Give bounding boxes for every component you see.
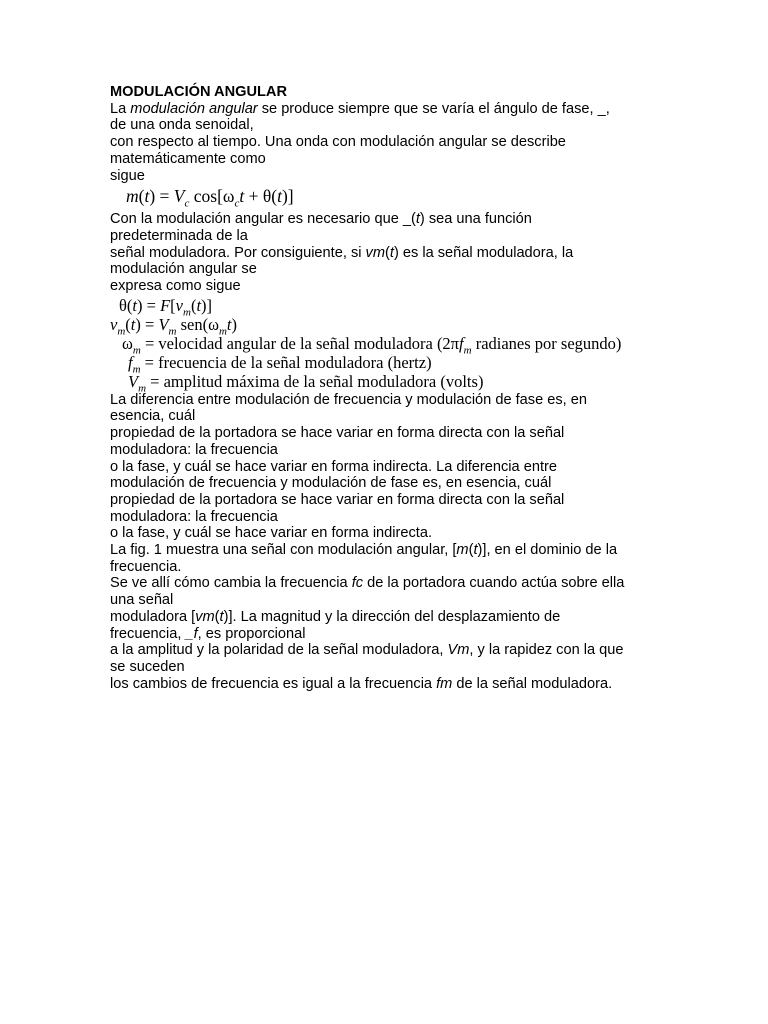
- variable: Vm: [447, 642, 470, 659]
- variable: vm: [365, 244, 386, 261]
- text-line: [110, 575, 666, 592]
- variable: vm: [195, 608, 215, 625]
- variable: fm: [436, 675, 453, 692]
- paragraph-definition: [110, 211, 666, 295]
- emphasis-term: modulación angular: [130, 100, 258, 117]
- text-run: señal moduladora. Por consiguiente, si: [110, 244, 366, 261]
- text-run: (: [468, 542, 474, 559]
- equation-Vm: $V_m$ = amplitud máxima de la señal moduladora (volts): [128, 371, 484, 395]
- text-line: [110, 542, 666, 559]
- text-line: o la fase, y cuál se hace variar en forma indirecta.: [110, 525, 433, 542]
- text-line: esencia, cuál: [110, 408, 196, 425]
- variable: t: [389, 244, 394, 261]
- text-line: La diferencia entre modulación de frecuencia y modulación de fase es, en: [110, 391, 588, 408]
- text-line: [110, 626, 666, 643]
- text-run: La: [110, 100, 131, 117]
- text-line: [110, 676, 666, 693]
- equation-theta: $\theta(t) = F[v_m(t)]$: [119, 295, 213, 319]
- text-line: o la fase, y cuál se hace variar en forma indirecta. La diferencia entre: [110, 458, 557, 475]
- text-run: a la amplitud y la polaridad de la señal moduladora,: [110, 642, 448, 659]
- text-run: (: [385, 244, 390, 261]
- text-line: de una onda senoidal,: [110, 117, 254, 134]
- text-line: [110, 609, 666, 626]
- text-line: modulación de frecuencia y modulación de fase es, en esencia, cuál: [110, 475, 552, 492]
- text-line: modulación angular se: [110, 261, 257, 278]
- text-run: La fig. 1 muestra una señal con modulación angular, [: [110, 542, 457, 559]
- text-line: propiedad de la portadora se hace variar en forma directa con la señal: [110, 425, 565, 442]
- text-run: )]. La magnitud y la dirección del desplazamiento de: [223, 608, 561, 625]
- document-page: [110, 84, 666, 692]
- equation-block: [110, 295, 666, 395]
- text-run: )], en el dominio de la: [477, 542, 618, 559]
- text-line: propiedad de la portadora se hace variar en forma directa con la señal: [110, 491, 565, 508]
- paragraph-intro: [110, 101, 666, 185]
- variable: _f: [185, 625, 198, 642]
- text-line: una señal: [110, 592, 174, 609]
- text-line: expresa como sigue: [110, 278, 241, 295]
- text-run: moduladora [: [110, 608, 196, 625]
- equation-main: $m(t) = V_c$ $\cos[\omega_ct + \theta(t)]$: [126, 186, 294, 210]
- text-line: matemáticamente como: [110, 150, 266, 167]
- text-run: de la portadora cuando actúa sobre ella: [363, 575, 625, 592]
- text-run: ) sea una función: [419, 211, 532, 228]
- section-title: MODULACIÓN ANGULAR: [110, 84, 287, 100]
- paragraph-fm-pm: [110, 392, 666, 542]
- equation-fm: $f_m$ = frecuencia de la señal moduladora (hertz): [128, 352, 432, 376]
- variable: m: [456, 542, 469, 559]
- text-line: [110, 245, 666, 262]
- equation-vm: $v_m(t) = V_m$ $sen(\omega_mt)$: [110, 314, 238, 338]
- text-line: moduladora: la frecuencia: [110, 441, 278, 458]
- text-line: se suceden: [110, 658, 185, 675]
- text-line: moduladora: la frecuencia: [110, 508, 278, 525]
- text-run: ) es la señal moduladora, la: [393, 244, 574, 261]
- text-run: los cambios de frecuencia es igual a la frecuencia: [110, 675, 437, 692]
- section: [110, 84, 666, 184]
- text-line: frecuencia.: [110, 558, 182, 575]
- text-run: (: [214, 608, 220, 625]
- variable: t: [219, 608, 224, 625]
- text-run: , y la rapidez con la que: [469, 642, 624, 659]
- text-line: predeterminada de la: [110, 227, 248, 244]
- text-run: Con la modulación angular es necesario que _(: [110, 211, 416, 228]
- equation-omega: $\omega_m$ = velocidad angular de la señal moduladora ($2\pi f_m$ radianes por segundo): [122, 333, 622, 357]
- variable: t: [415, 211, 420, 228]
- variable: fc: [351, 575, 364, 592]
- text-line: [110, 211, 666, 228]
- paragraph-figure: [110, 542, 666, 692]
- text-line: [110, 642, 666, 659]
- text-run: de la señal moduladora.: [452, 675, 613, 692]
- text-run: Se ve allí cómo cambia la frecuencia: [110, 575, 352, 592]
- text-run: , es proporcional: [197, 625, 306, 642]
- text-run: se produce siempre que se varía el ángulo de fase, _,: [257, 100, 610, 117]
- variable: t: [473, 542, 478, 559]
- text-line: sigue: [110, 167, 145, 184]
- text-run: frecuencia,: [110, 625, 186, 642]
- text-line: [110, 101, 666, 118]
- text-line: con respecto al tiempo. Una onda con modulación angular se describe: [110, 134, 566, 151]
